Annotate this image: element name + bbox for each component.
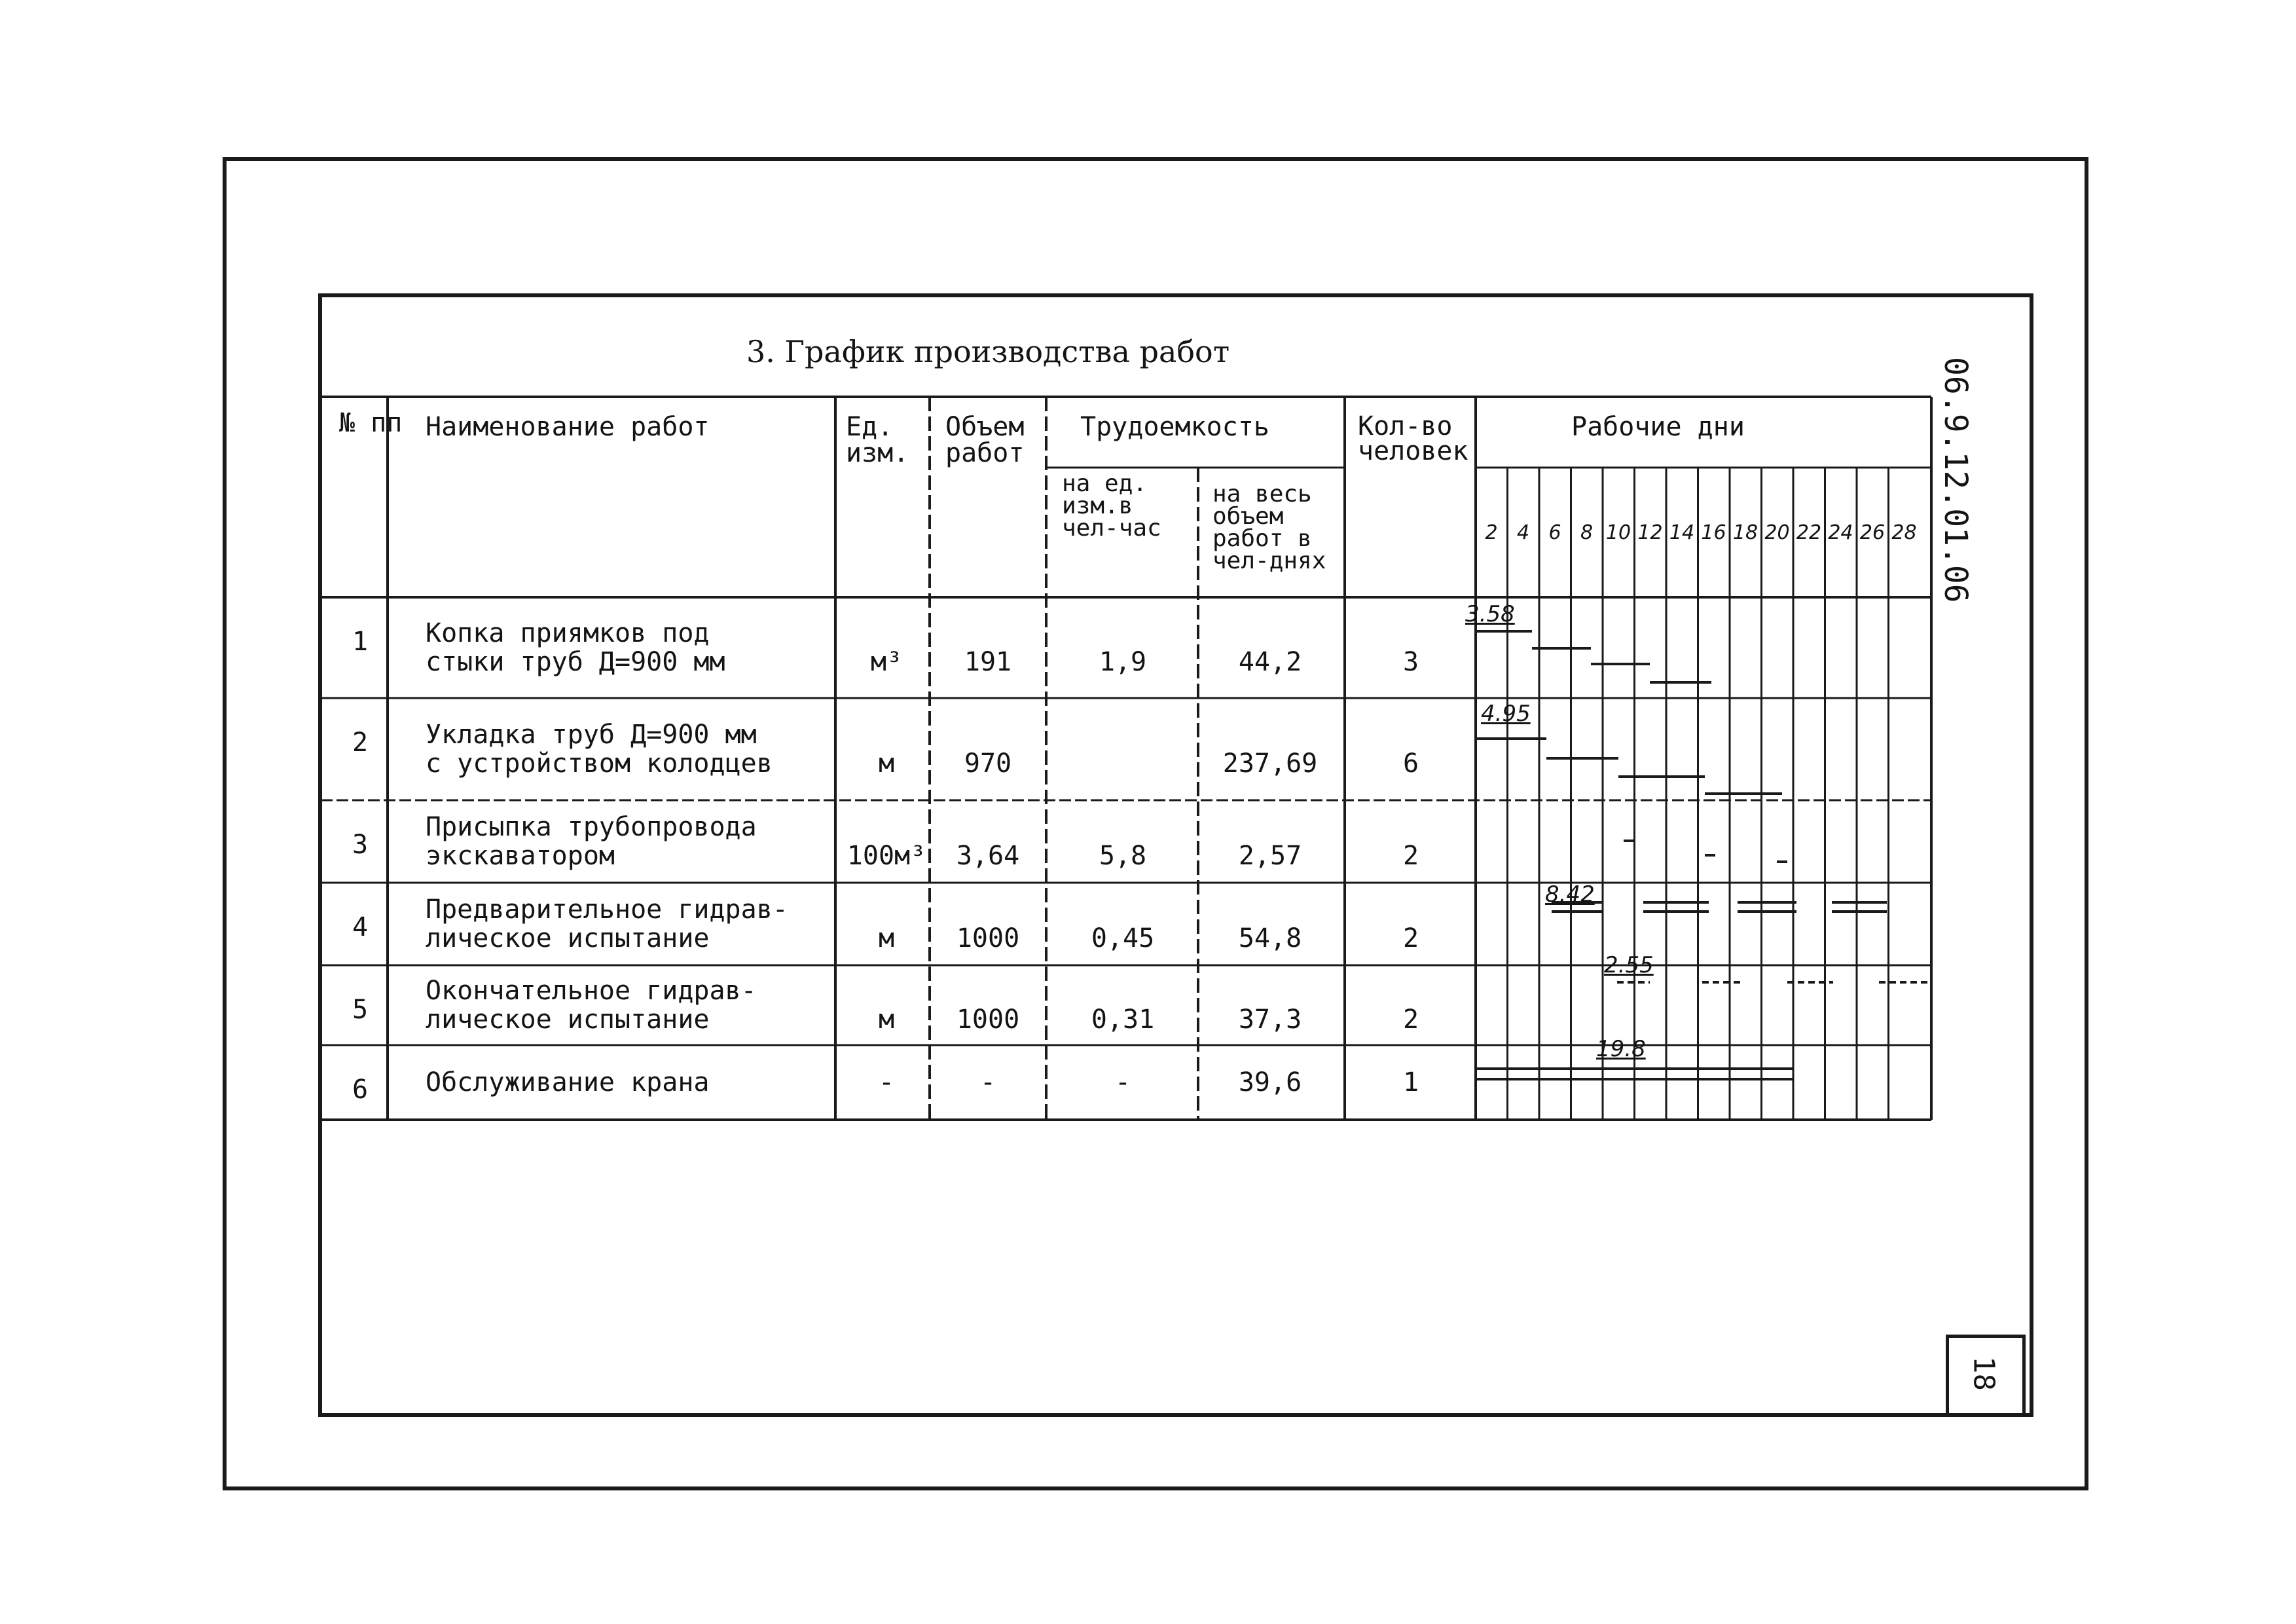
header-volume: Объем работ: [945, 412, 1025, 468]
row-number: 1: [352, 627, 369, 657]
work-name-line-1: Обслуживание крана: [426, 1067, 710, 1098]
day-label: 22: [1796, 521, 1822, 544]
work-name-line-2: лическое испытание: [426, 923, 710, 953]
labor-total-cell: 37,3: [1238, 1005, 1302, 1035]
labor-per-unit-cell: 0,31: [1091, 1005, 1155, 1035]
people-count-cell: 2: [1402, 841, 1419, 871]
day-label: 16: [1701, 521, 1726, 544]
day-label: 8: [1580, 521, 1594, 544]
volume-cell: 1000: [956, 923, 1020, 953]
labor-total-cell: 2,57: [1238, 841, 1302, 871]
labor-per-unit-cell: 1,9: [1099, 647, 1147, 677]
people-count-cell: 2: [1402, 923, 1419, 953]
header-labor-total: на весь объем работ в чел-днях: [1212, 481, 1326, 574]
unit-cell: м³: [870, 647, 903, 677]
work-name-line-1: Присыпка трубопровода: [426, 812, 757, 842]
work-name-line-2: стыки труб Д=900 мм: [426, 647, 725, 677]
header-people: Кол-во человек: [1358, 411, 1468, 466]
gantt-duration-label: 4.95: [1481, 701, 1531, 727]
labor-per-unit-cell: 5,8: [1099, 841, 1147, 871]
day-label: 6: [1548, 521, 1561, 544]
day-label: 26: [1859, 521, 1886, 544]
day-label: 20: [1764, 521, 1790, 544]
gantt-duration-label: 19.8: [1596, 1036, 1646, 1062]
labor-total-cell: 44,2: [1238, 647, 1302, 677]
work-name-line-2: экскаватором: [426, 841, 615, 871]
row-number: 4: [352, 912, 369, 942]
work-name-line-1: Укладка труб Д=900 мм: [426, 720, 757, 750]
unit-cell: -: [878, 1067, 895, 1098]
row-number: 5: [352, 995, 369, 1025]
volume-cell: 970: [964, 748, 1012, 779]
gantt-duration-label: 3.58: [1465, 601, 1515, 627]
volume-cell: 1000: [956, 1005, 1020, 1035]
gantt-duration-label: 2.55: [1604, 952, 1654, 978]
row-number: 6: [352, 1075, 369, 1105]
work-name-line-2: лическое испытание: [426, 1005, 710, 1035]
volume-cell: -: [979, 1067, 996, 1098]
row-number: 2: [352, 728, 369, 758]
header-labor-per-unit: на ед. изм.в чел-час: [1062, 470, 1161, 542]
unit-cell: м: [878, 1005, 895, 1035]
work-name-line-2: с устройством колодцев: [426, 748, 773, 779]
page-title: 3. График производства работ: [746, 334, 1230, 369]
header-name: Наименование работ: [426, 412, 710, 442]
day-label: 14: [1669, 521, 1695, 544]
labor-total-cell: 54,8: [1238, 923, 1302, 953]
day-label: 10: [1605, 521, 1631, 544]
labor-per-unit-cell: -: [1114, 1067, 1131, 1098]
day-label: 24: [1828, 521, 1853, 544]
day-label: 2: [1485, 521, 1498, 544]
people-count-cell: 1: [1402, 1067, 1419, 1098]
people-count-cell: 3: [1402, 647, 1419, 677]
work-name-line-1: Копка приямков под: [426, 618, 710, 648]
page-number: 18: [1967, 1356, 2001, 1391]
people-count-cell: 6: [1402, 748, 1419, 779]
labor-per-unit-cell: 0,45: [1091, 923, 1155, 953]
day-label: 28: [1891, 521, 1917, 544]
labor-total-cell: 39,6: [1238, 1067, 1302, 1098]
work-name-line-1: Предварительное гидрав-: [426, 895, 788, 925]
header-work-days: Рабочие дни: [1571, 412, 1745, 442]
labor-total-cell: 237,69: [1222, 748, 1318, 779]
header-labor: Трудоемкость: [1080, 412, 1269, 442]
work-name-line-1: Окончательное гидрав-: [426, 976, 757, 1006]
header-num: № пп: [339, 408, 403, 438]
row-number: 3: [352, 830, 369, 860]
unit-cell: м: [878, 748, 895, 779]
gantt-duration-label: 8.42: [1545, 881, 1595, 908]
header-unit: Ед. изм.: [846, 412, 909, 468]
day-label: 18: [1732, 521, 1758, 544]
unit-cell: м: [878, 923, 895, 953]
document-code: 06.9.12.01.06: [1937, 357, 1974, 603]
day-label: 4: [1516, 521, 1530, 544]
unit-cell: 100м³: [847, 841, 926, 871]
people-count-cell: 2: [1402, 1005, 1419, 1035]
day-label: 12: [1637, 521, 1663, 544]
volume-cell: 3,64: [956, 841, 1020, 871]
volume-cell: 191: [964, 647, 1012, 677]
